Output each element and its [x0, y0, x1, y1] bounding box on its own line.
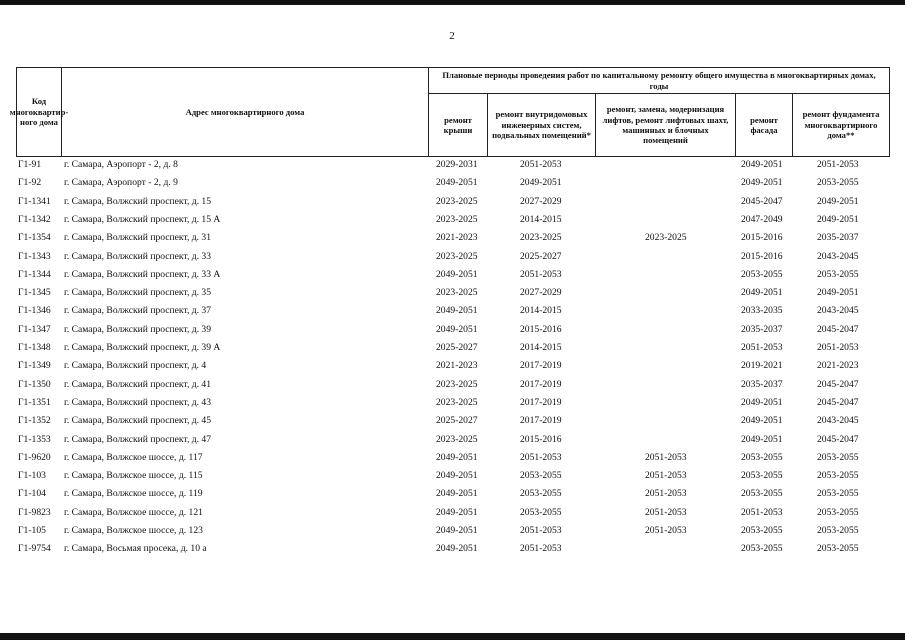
cell-engineering: 2017-2019	[520, 360, 562, 372]
cell-engineering: 2053-2055	[520, 506, 562, 518]
cell-code: Г1-1350	[18, 378, 51, 390]
cell-engineering: 2049-2051	[520, 177, 562, 189]
cell-code: Г1-1346	[18, 305, 51, 317]
table-row	[0, 267, 905, 285]
top-border-bar	[0, 0, 905, 5]
cell-engineering: 2051-2053	[520, 525, 562, 536]
cell-address: г. Самара, Волжское шоссе, д. 123	[64, 525, 203, 536]
cell-address: г. Самара, Волжский проспект, д. 4	[64, 360, 207, 372]
cell-roof: 2049-2051	[436, 543, 478, 555]
cell-foundation: 2051-2053	[817, 159, 859, 170]
header-foundation: ремонт фундамента многоквартирного дома**	[793, 94, 890, 157]
header-code: Код многоквартир-ного дома	[17, 68, 62, 157]
cell-roof: 2023-2025	[436, 396, 478, 408]
cell-lifts: 2051-2053	[645, 470, 687, 482]
cell-address: г. Самара, Волжское шоссе, д. 119	[64, 488, 203, 500]
cell-address: г. Самара, Волжское шоссе, д. 117	[64, 451, 203, 463]
cell-foundation: 2035-2037	[817, 232, 859, 244]
table-row	[0, 358, 905, 376]
cell-address: г. Самара, Волжский проспект, д. 43	[64, 396, 212, 408]
cell-roof: 2049-2051	[436, 451, 478, 463]
cell-address: г. Самара, Волжское шоссе, д. 121	[64, 506, 203, 518]
cell-lifts: 2051-2053	[645, 488, 687, 500]
cell-foundation: 2053-2055	[817, 470, 859, 482]
cell-foundation: 2043-2045	[817, 415, 859, 427]
cell-address: г. Самара, Волжский проспект, д. 15 А	[64, 213, 221, 225]
table-row	[0, 230, 905, 248]
cell-foundation: 2045-2047	[817, 378, 859, 390]
cell-roof: 2023-2025	[436, 433, 478, 445]
cell-foundation: 2043-2045	[817, 305, 859, 317]
cell-address: г. Самара, Волжский проспект, д. 39 А	[64, 342, 221, 353]
cell-foundation: 2053-2055	[817, 177, 859, 189]
cell-facade: 2019-2021	[741, 360, 783, 372]
cell-code: Г1-92	[18, 177, 42, 189]
table-row	[0, 249, 905, 267]
cell-code: Г1-1341	[18, 195, 51, 207]
header-engineering: ремонт внутридомовых инженерных систем, подвальных помещений*	[488, 94, 596, 157]
cell-code: Г1-9823	[18, 506, 51, 518]
table-row	[0, 432, 905, 450]
table-row	[0, 322, 905, 340]
cell-engineering: 2017-2019	[520, 415, 562, 427]
cell-foundation: 2053-2055	[817, 488, 859, 500]
cell-code: Г1-9754	[18, 543, 51, 555]
header-address: Адрес многоквартирного дома	[62, 68, 429, 157]
cell-code: Г1-1353	[18, 433, 51, 445]
cell-foundation: 2053-2055	[817, 525, 859, 536]
cell-roof: 2021-2023	[436, 232, 478, 244]
cell-roof: 2049-2051	[436, 525, 478, 536]
cell-code: Г1-105	[18, 525, 46, 536]
cell-roof: 2023-2025	[436, 378, 478, 390]
cell-address: г. Самара, Волжский проспект, д. 47	[64, 433, 212, 445]
cell-code: Г1-1352	[18, 415, 51, 427]
cell-facade: 2051-2053	[741, 506, 783, 518]
table-row	[0, 450, 905, 468]
cell-code: Г1-9620	[18, 451, 51, 463]
cell-facade: 2049-2051	[741, 396, 783, 408]
cell-facade: 2045-2047	[741, 195, 783, 207]
cell-engineering: 2027-2029	[520, 287, 562, 299]
cell-foundation: 2045-2047	[817, 396, 859, 408]
table-row	[0, 377, 905, 395]
cell-roof: 2049-2051	[436, 488, 478, 500]
cell-foundation: 2021-2023	[817, 360, 859, 372]
cell-address: г. Самара, Аэропорт - 2, д. 8	[64, 159, 178, 170]
cell-engineering: 2023-2025	[520, 232, 562, 244]
cell-facade: 2053-2055	[741, 268, 783, 280]
cell-code: Г1-91	[18, 159, 42, 170]
cell-facade: 2053-2055	[741, 488, 783, 500]
cell-engineering: 2051-2053	[520, 268, 562, 280]
cell-facade: 2049-2051	[741, 287, 783, 299]
cell-roof: 2025-2027	[436, 342, 478, 353]
cell-engineering: 2025-2027	[520, 250, 562, 262]
cell-engineering: 2051-2053	[520, 159, 562, 170]
cell-engineering: 2015-2016	[520, 433, 562, 445]
cell-engineering: 2017-2019	[520, 396, 562, 408]
cell-address: г. Самара, Волжский проспект, д. 41	[64, 378, 212, 390]
cell-foundation: 2045-2047	[817, 323, 859, 335]
cell-address: г. Самара, Волжский проспект, д. 37	[64, 305, 212, 317]
cell-foundation: 2053-2055	[817, 543, 859, 555]
table-row	[0, 395, 905, 413]
cell-engineering: 2014-2015	[520, 342, 562, 353]
page-number: 2	[449, 30, 455, 42]
cell-code: Г1-1345	[18, 287, 51, 299]
cell-address: г. Самара, Волжский проспект, д. 39	[64, 323, 212, 335]
cell-engineering: 2053-2055	[520, 470, 562, 482]
cell-facade: 2053-2055	[741, 543, 783, 555]
cell-facade: 2033-2035	[741, 305, 783, 317]
header-roof: ремонт крыши	[429, 94, 488, 157]
cell-roof: 2029-2031	[436, 159, 478, 170]
cell-roof: 2049-2051	[436, 177, 478, 189]
table-row	[0, 303, 905, 321]
cell-address: г. Самара, Восьмая просека, д. 10 а	[64, 543, 207, 555]
table-row	[0, 413, 905, 431]
cell-facade: 2049-2051	[741, 415, 783, 427]
table-row	[0, 212, 905, 230]
cell-engineering: 2051-2053	[520, 451, 562, 463]
cell-roof: 2023-2025	[436, 195, 478, 207]
cell-lifts: 2023-2025	[645, 232, 687, 244]
cell-roof: 2049-2051	[436, 323, 478, 335]
cell-code: Г1-1354	[18, 232, 51, 244]
cell-address: г. Самара, Волжский проспект, д. 33 А	[64, 268, 221, 280]
cell-facade: 2049-2051	[741, 177, 783, 189]
cell-engineering: 2027-2029	[520, 195, 562, 207]
cell-roof: 2023-2025	[436, 213, 478, 225]
cell-roof: 2049-2051	[436, 506, 478, 518]
bottom-border-bar	[0, 633, 905, 640]
cell-facade: 2049-2051	[741, 433, 783, 445]
cell-facade: 2035-2037	[741, 323, 783, 335]
cell-engineering: 2014-2015	[520, 213, 562, 225]
cell-address: г. Самара, Волжское шоссе, д. 115	[64, 470, 203, 482]
cell-facade: 2051-2053	[741, 342, 783, 353]
cell-facade: 2047-2049	[741, 213, 783, 225]
cell-code: Г1-1342	[18, 213, 51, 225]
header-lifts: ремонт, замена, модернизация лифтов, ремонт лифтовых шахт, машинных и блочных помещений	[596, 94, 736, 157]
cell-address: г. Самара, Волжский проспект, д. 15	[64, 195, 212, 207]
cell-roof: 2021-2023	[436, 360, 478, 372]
cell-foundation: 2053-2055	[817, 506, 859, 518]
cell-engineering: 2051-2053	[520, 543, 562, 555]
table-row	[0, 340, 905, 358]
cell-code: Г1-1347	[18, 323, 51, 335]
header-periods: Плановые периоды проведения работ по капитальному ремонту общего имущества в многоквартирных домах, годы	[429, 68, 890, 94]
table-row	[0, 285, 905, 303]
cell-roof: 2023-2025	[436, 287, 478, 299]
cell-code: Г1-1344	[18, 268, 51, 280]
cell-engineering: 2014-2015	[520, 305, 562, 317]
table-row	[0, 523, 905, 541]
cell-address: г. Самара, Волжский проспект, д. 33	[64, 250, 212, 262]
cell-facade: 2015-2016	[741, 250, 783, 262]
cell-roof: 2025-2027	[436, 415, 478, 427]
cell-facade: 2053-2055	[741, 470, 783, 482]
table-row	[0, 505, 905, 523]
cell-code: Г1-103	[18, 470, 46, 482]
cell-facade: 2053-2055	[741, 525, 783, 536]
cell-foundation: 2049-2051	[817, 195, 859, 207]
cell-address: г. Самара, Волжский проспект, д. 35	[64, 287, 212, 299]
cell-foundation: 2051-2053	[817, 342, 859, 353]
cell-address: г. Самара, Волжский проспект, д. 45	[64, 415, 212, 427]
table-row	[0, 468, 905, 486]
table-row	[0, 157, 905, 175]
table-row	[0, 486, 905, 504]
table-row	[0, 175, 905, 193]
cell-facade: 2053-2055	[741, 451, 783, 463]
cell-code: Г1-1351	[18, 396, 51, 408]
cell-code: Г1-104	[18, 488, 46, 500]
cell-lifts: 2051-2053	[645, 451, 687, 463]
cell-engineering: 2015-2016	[520, 323, 562, 335]
cell-foundation: 2049-2051	[817, 213, 859, 225]
cell-address: г. Самара, Волжский проспект, д. 31	[64, 232, 212, 244]
cell-foundation: 2049-2051	[817, 287, 859, 299]
cell-roof: 2049-2051	[436, 305, 478, 317]
cell-foundation: 2053-2055	[817, 268, 859, 280]
cell-roof: 2049-2051	[436, 470, 478, 482]
header-facade: ремонт фасада	[736, 94, 793, 157]
cell-roof: 2023-2025	[436, 250, 478, 262]
cell-code: Г1-1343	[18, 250, 51, 262]
cell-foundation: 2043-2045	[817, 250, 859, 262]
cell-code: Г1-1348	[18, 342, 51, 353]
cell-address: г. Самара, Аэропорт - 2, д. 9	[64, 177, 178, 189]
table-row	[0, 194, 905, 212]
cell-engineering: 2017-2019	[520, 378, 562, 390]
cell-roof: 2049-2051	[436, 268, 478, 280]
cell-facade: 2015-2016	[741, 232, 783, 244]
cell-facade: 2035-2037	[741, 378, 783, 390]
cell-lifts: 2051-2053	[645, 506, 687, 518]
cell-lifts: 2051-2053	[645, 525, 687, 536]
cell-foundation: 2053-2055	[817, 451, 859, 463]
cell-foundation: 2045-2047	[817, 433, 859, 445]
cell-facade: 2049-2051	[741, 159, 783, 170]
cell-engineering: 2053-2055	[520, 488, 562, 500]
cell-code: Г1-1349	[18, 360, 51, 372]
table-row	[0, 541, 905, 559]
